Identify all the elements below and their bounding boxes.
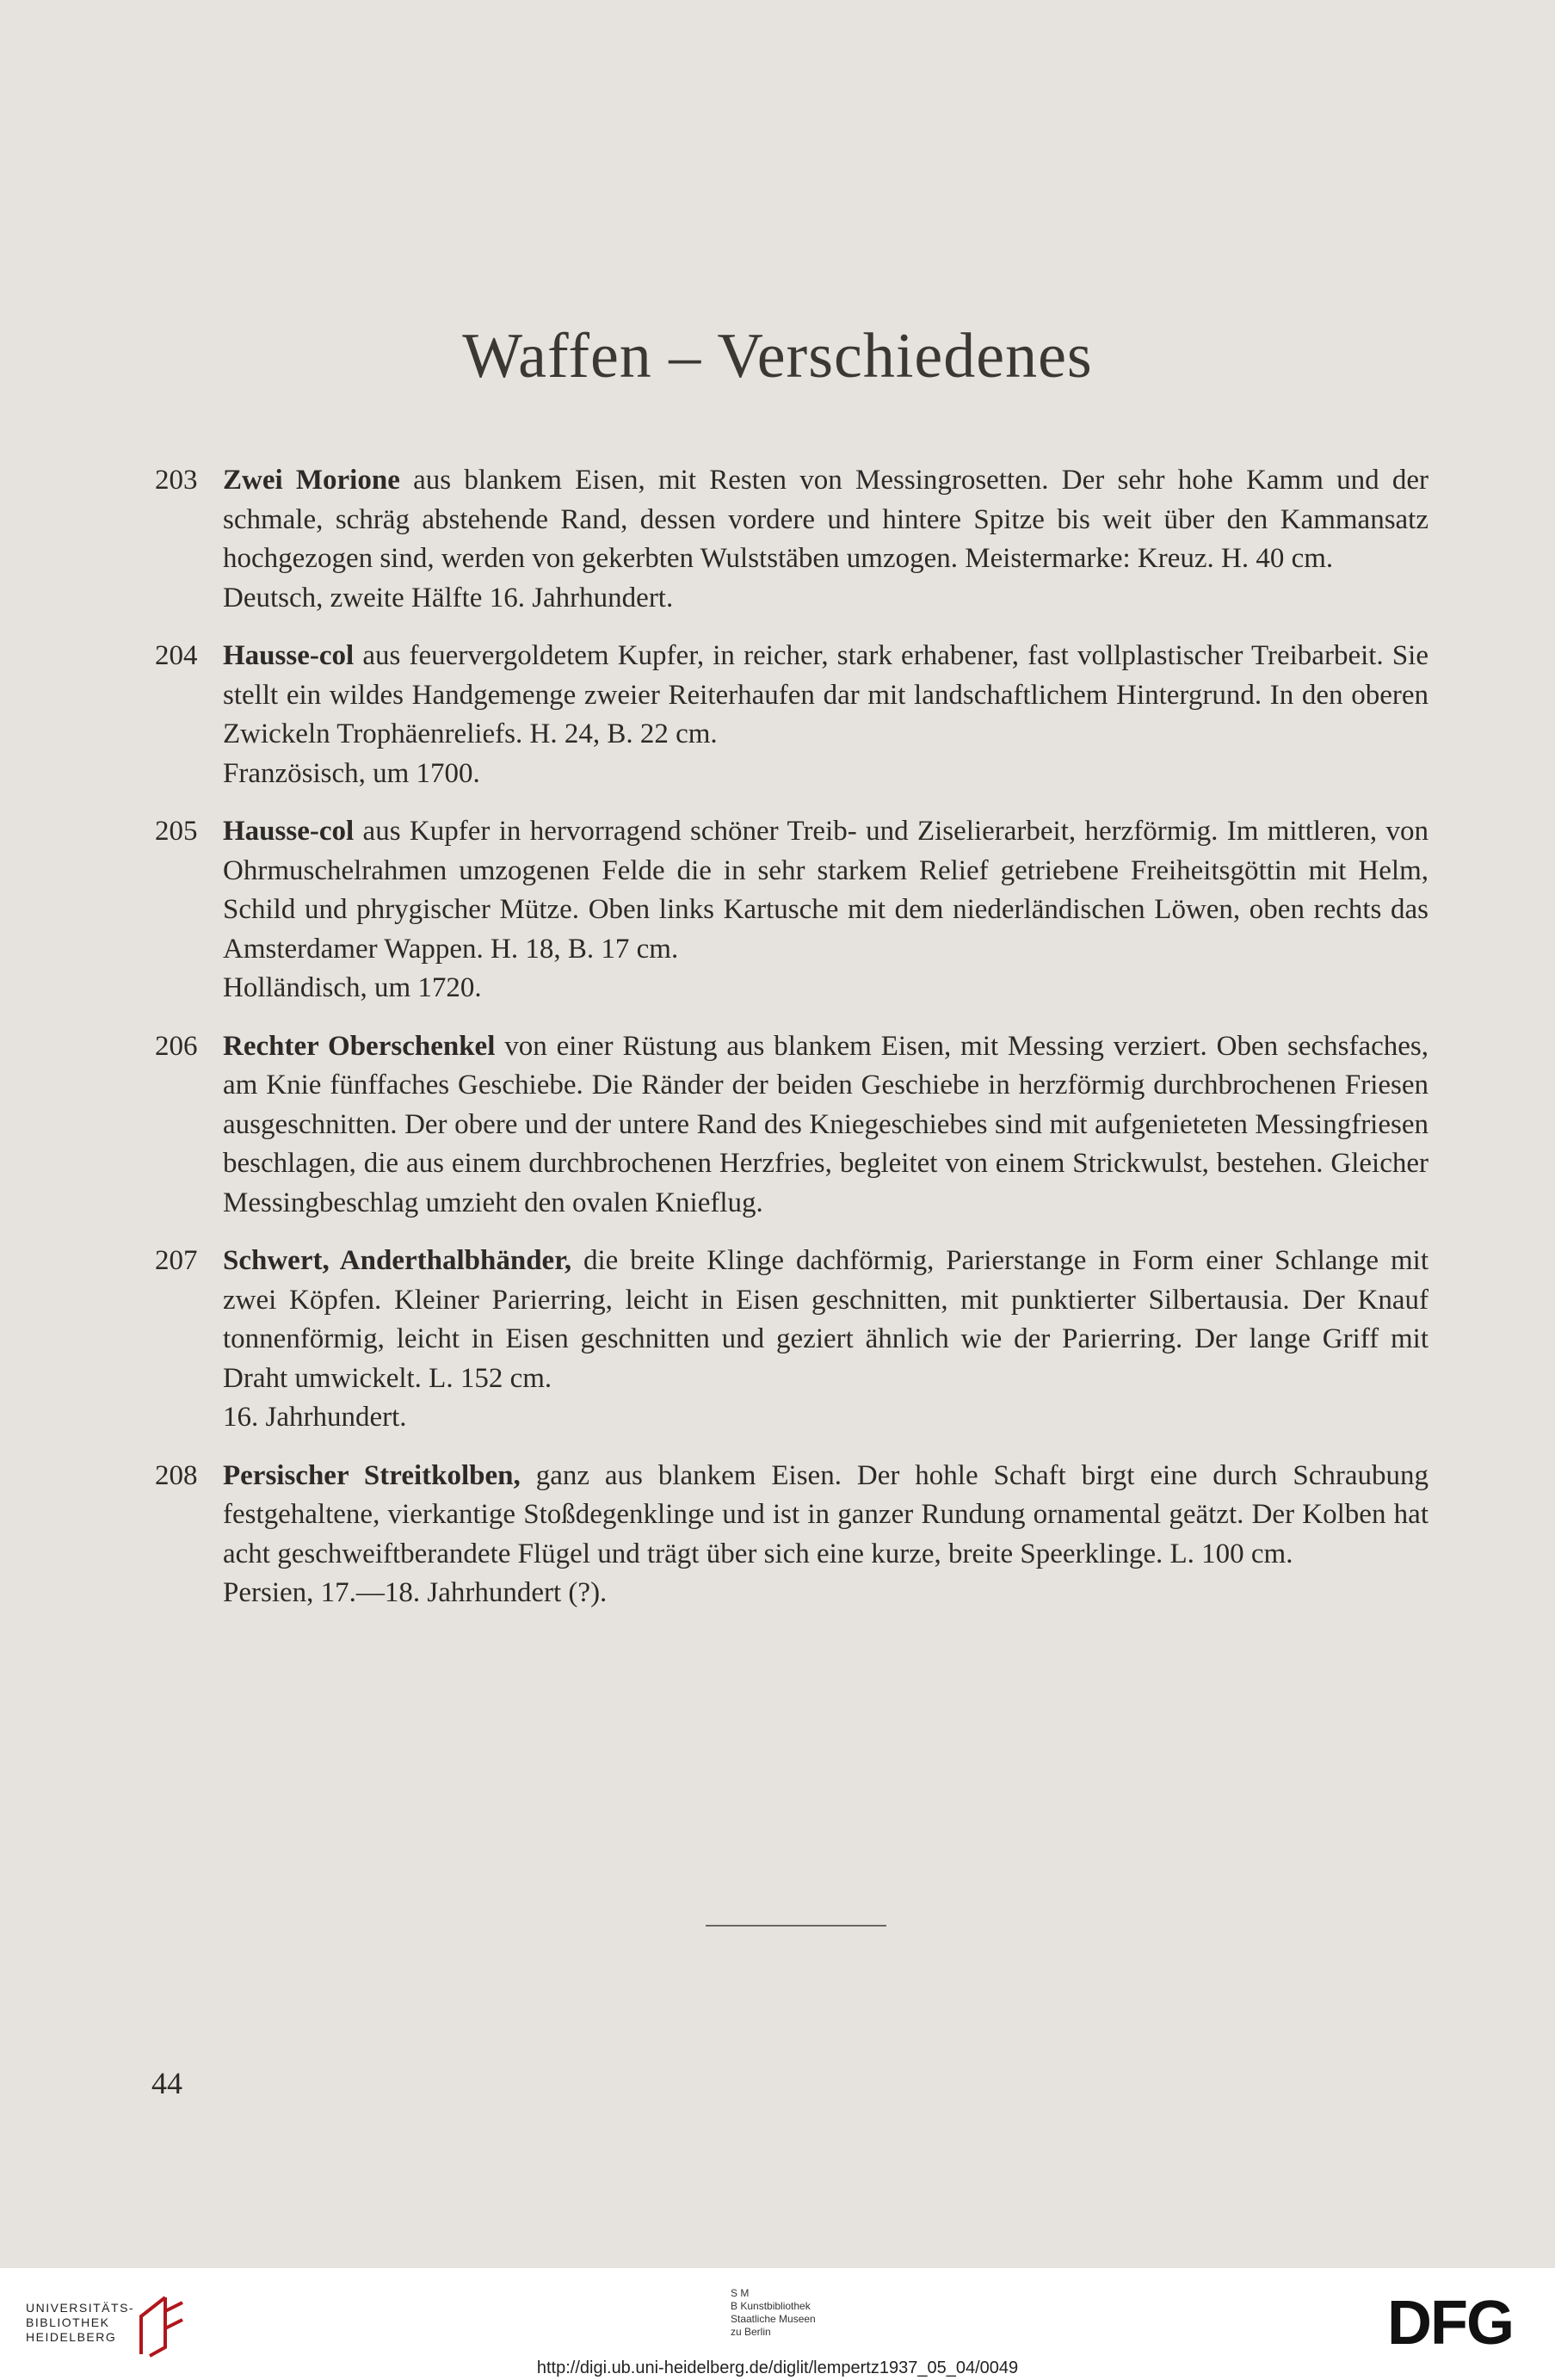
- dfg-logo: DFG: [1387, 2289, 1513, 2358]
- entry-text: aus blankem Eisen, mit Resten von Messingrosetten. Der sehr hohe Kamm und der schmale, schräg abstehende Rand, dessen vordere und hintere Spitze bis weit über den Kammansatz hochgezogen sind, werden von gekerbten Wulststäben umzogen. Meistermarke: Kreuz. H. 40 cm.: [223, 465, 1429, 574]
- section-divider: [706, 1925, 886, 1927]
- museum-credit: [731, 2287, 816, 2339]
- digitization-footer: [0, 2268, 1555, 2380]
- entry-origin: Französisch, um 1700.: [223, 757, 480, 789]
- library-name: [26, 2301, 134, 2345]
- entry-body: [223, 637, 1429, 793]
- entry-number: 206: [155, 1030, 198, 1062]
- page-number: 44: [151, 2066, 182, 2100]
- catalog-entry-207: [155, 1242, 1429, 1438]
- entry-lead: Rechter Oberschenkel: [223, 1030, 496, 1062]
- entry-text: die breite Klinge dachförmig, Parierstange in Form einer Schlange mit zwei Köpfen. Kleiner Parierring, leicht in Eisen geschnitten, mit punktierter Silbertausia. Der Knauf tonnenförmig, leicht in Eisen geschnitten und geziert ähnlich wie der Parierring. Der lange Griff mit Draht umwickelt. L. 152 cm.: [223, 1245, 1429, 1394]
- catalog-entries: [155, 461, 1429, 1632]
- entry-number: 204: [155, 640, 198, 671]
- entry-lead: Hausse-col: [223, 816, 355, 847]
- museum-credit-line: S M: [731, 2287, 750, 2299]
- entry-origin: Holländisch, um 1720.: [223, 972, 482, 1003]
- entry-lead: Schwert, Anderthalbhänder,: [223, 1245, 572, 1276]
- library-name-line: UNIVERSITÄTS-: [26, 2301, 135, 2315]
- entry-body: [223, 1242, 1429, 1438]
- entry-lead: Persischer Streitkolben,: [223, 1459, 521, 1491]
- museum-credit-line: Staatliche Museen: [731, 2313, 816, 2325]
- entry-text: von einer Rüstung aus blankem Eisen, mit Messing verziert. Oben sechsfaches, am Knie fünffaches Geschiebe. Die Ränder der beiden Geschiebe in herzförmig durchbrochenen Friesen ausgeschnitten. Der obere und der untere Rand des Kniegeschiebes sind mit aufgenieteten Messingfriesen beschlagen, die aus einem durchbrochenen Herzfries, begleitet von einem Strickwulst, bestehen. Gleicher Messingbeschlag umzieht den ovalen Knieflug.: [223, 1030, 1429, 1218]
- catalog-entry-208: [155, 1457, 1429, 1613]
- library-name-line: BIBLIOTHEK: [26, 2315, 110, 2329]
- entry-origin: Deutsch, zweite Hälfte 16. Jahrhundert.: [223, 582, 674, 613]
- catalog-entry-205: [155, 812, 1429, 1008]
- entry-origin: Persien, 17.—18. Jahrhundert (?).: [223, 1577, 608, 1608]
- entry-number: 205: [155, 816, 198, 847]
- library-logo-icon: [136, 2294, 188, 2359]
- entry-number: 207: [155, 1245, 198, 1276]
- entry-body: [223, 812, 1429, 1008]
- catalog-entry-203: [155, 461, 1429, 618]
- entry-text: aus feuervergoldetem Kupfer, in reicher, stark erhabener, fast vollplastischer Treibarbeit. Sie stellt ein wildes Handgemenge zweier Reiterhaufen dar mit landschaftlichem Hintergrund. In den oberen Zwickeln Trophäenreliefs. H. 24, B. 22 cm.: [223, 640, 1429, 749]
- page-title: Waffen – Verschiedenes: [462, 321, 1093, 392]
- source-url-link[interactable]: http://digi.ub.uni-heidelberg.de/diglit/lempertz1937_05_04/0049: [536, 2358, 1019, 2377]
- entry-origin: 16. Jahrhundert.: [223, 1402, 407, 1433]
- entry-lead: Zwei Morione: [223, 465, 400, 496]
- entry-body: [223, 1027, 1429, 1224]
- entry-text: ganz aus blankem Eisen. Der hohle Schaft birgt eine durch Schraubung festgehaltene, vierkantige Stoßdegenklinge und ist in ganzer Rundung ornamental geätzt. Der Kolben hat acht geschweiftberandete Flügel und trägt über sich eine kurze, breite Speerklinge. L. 100 cm.: [223, 1459, 1429, 1569]
- catalog-entry-206: [155, 1027, 1429, 1224]
- entry-lead: Hausse-col: [223, 640, 355, 671]
- museum-credit-line: B Kunstbibliothek: [731, 2300, 811, 2312]
- entry-body: [223, 1457, 1429, 1613]
- entry-text: aus Kupfer in hervorragend schöner Treib- und Ziselierarbeit, herzförmig. Im mittleren, von Ohrmuschelrahmen umzogenen Felde die in sehr starkem Relief getriebene Freiheitsgöttin mit Helm, Schild und phrygischer Mütze. Oben links Kartusche mit dem niederländischen Löwen, oben rechts das Amsterdamer Wappen. H. 18, B. 17 cm.: [223, 816, 1429, 965]
- library-name-line: HEIDELBERG: [26, 2330, 117, 2344]
- entry-number: 203: [155, 465, 198, 496]
- catalog-entry-204: [155, 637, 1429, 793]
- museum-credit-line: zu Berlin: [731, 2326, 771, 2338]
- entry-body: [223, 461, 1429, 618]
- entry-number: 208: [155, 1459, 198, 1491]
